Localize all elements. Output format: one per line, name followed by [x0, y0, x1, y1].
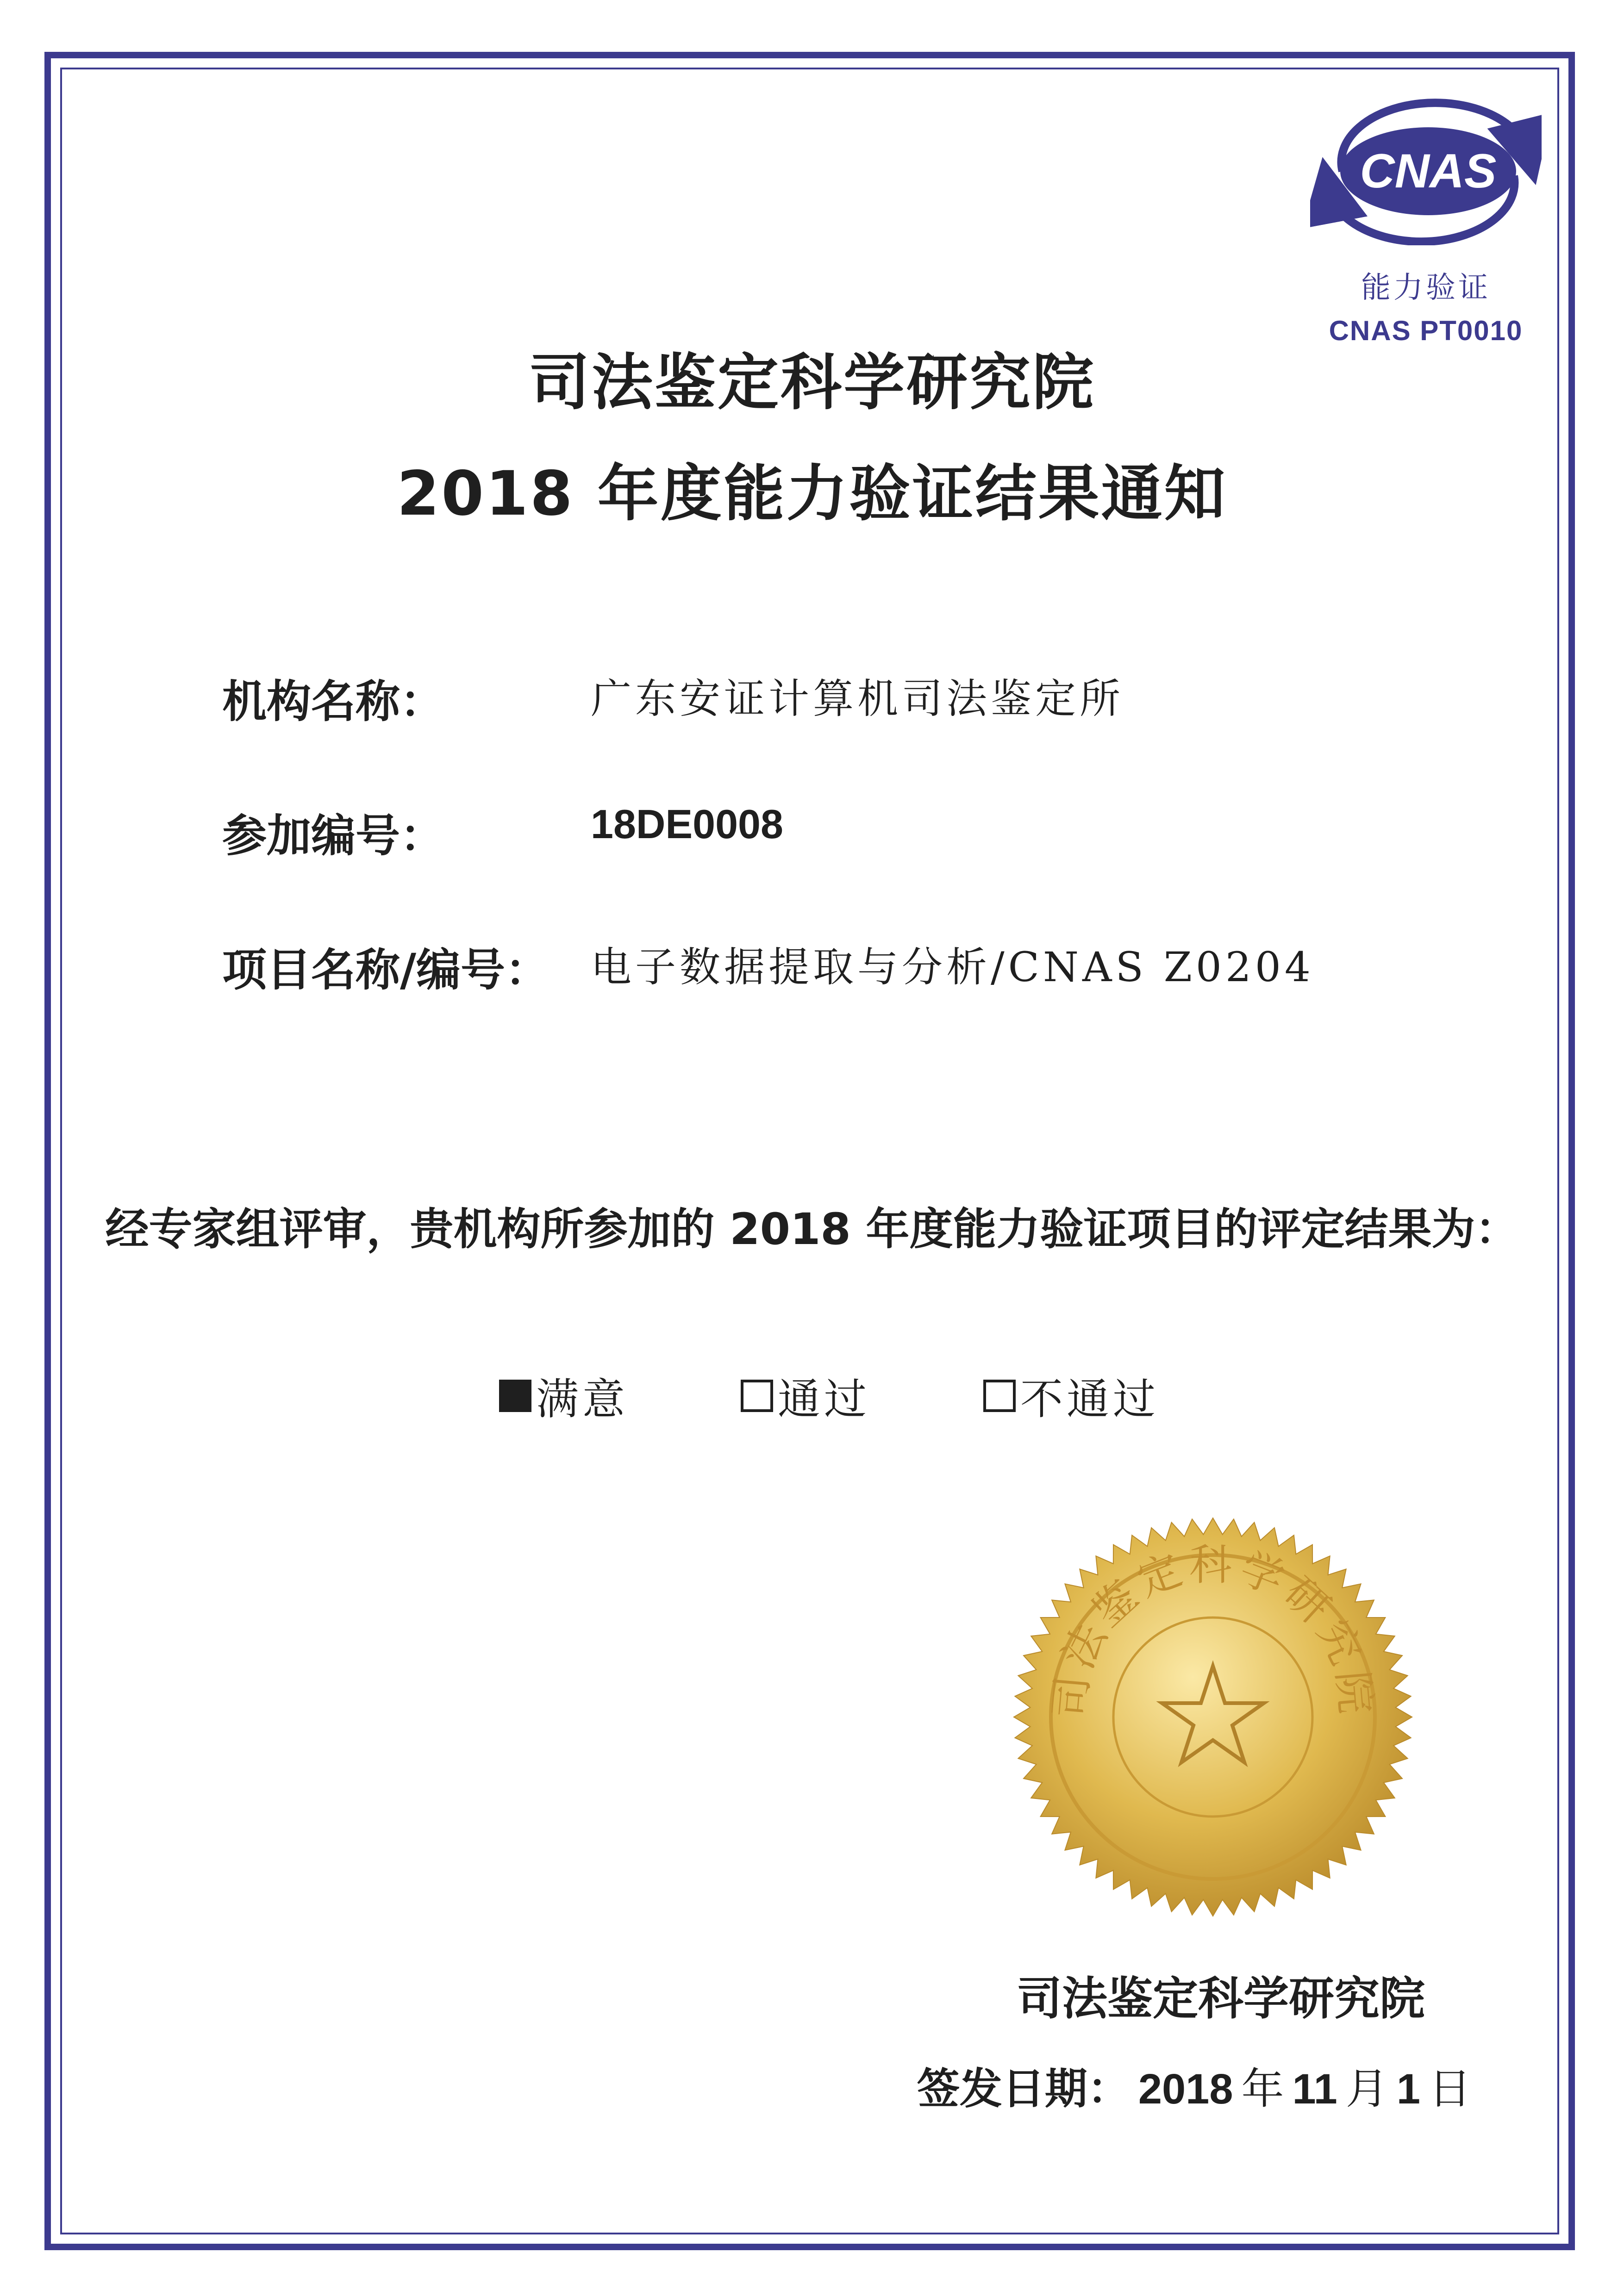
- id-value: 18DE0008: [591, 801, 783, 847]
- checked-box-icon: [499, 1380, 531, 1412]
- project-value: 电子数据提取与分析/CNAS Z0204: [591, 943, 1314, 991]
- institute-title: 司法鉴定科学研究院: [529, 347, 1095, 418]
- org-label: 机构名称：: [222, 676, 444, 728]
- id-label: 参加编号：: [222, 810, 444, 862]
- result-option-fail: [983, 1365, 1159, 1426]
- date-day-unit: 日: [1428, 2064, 1471, 2114]
- org-value: 广东安证计算机司法鉴定所: [591, 675, 1124, 722]
- date-month-unit: 月: [1345, 2064, 1388, 2114]
- date-month: 11: [1292, 2066, 1337, 2113]
- empty-box-icon: [983, 1380, 1016, 1412]
- date-year-unit: 年: [1241, 2064, 1284, 2114]
- notice-title: 2018 年度能力验证结果通知: [397, 458, 1227, 529]
- cnas-logo: [1310, 83, 1542, 245]
- project-label: 项目名称/编号：: [222, 944, 550, 996]
- result-option-label: 通过: [778, 1375, 871, 1424]
- empty-box-icon: [741, 1380, 773, 1412]
- evaluation-statement: 经专家组评审，贵机构所参加的 2018 年度能力验证项目的评定结果为：: [105, 1204, 1519, 1255]
- cnas-logo-text: CNAS: [1360, 144, 1497, 198]
- cnas-caption: 能力验证: [1361, 271, 1491, 305]
- issuer-name: 司法鉴定科学研究院: [1016, 1972, 1425, 2025]
- date-year: 2018: [1138, 2066, 1233, 2113]
- issue-date: [917, 2055, 1471, 2116]
- date-day: 1: [1396, 2066, 1420, 2113]
- cnas-code: CNAS PT0010: [1329, 315, 1523, 346]
- result-option-label: 满意: [536, 1375, 629, 1424]
- result-option-satisfactory: [499, 1365, 629, 1426]
- gold-seal: [1009, 1513, 1417, 1921]
- seal-arc-text: 司法鉴定科学研究院: [1044, 1540, 1381, 1720]
- result-option-label: 不通过: [1020, 1375, 1160, 1424]
- date-label: 签发日期：: [917, 2064, 1130, 2114]
- result-option-pass: [741, 1365, 870, 1426]
